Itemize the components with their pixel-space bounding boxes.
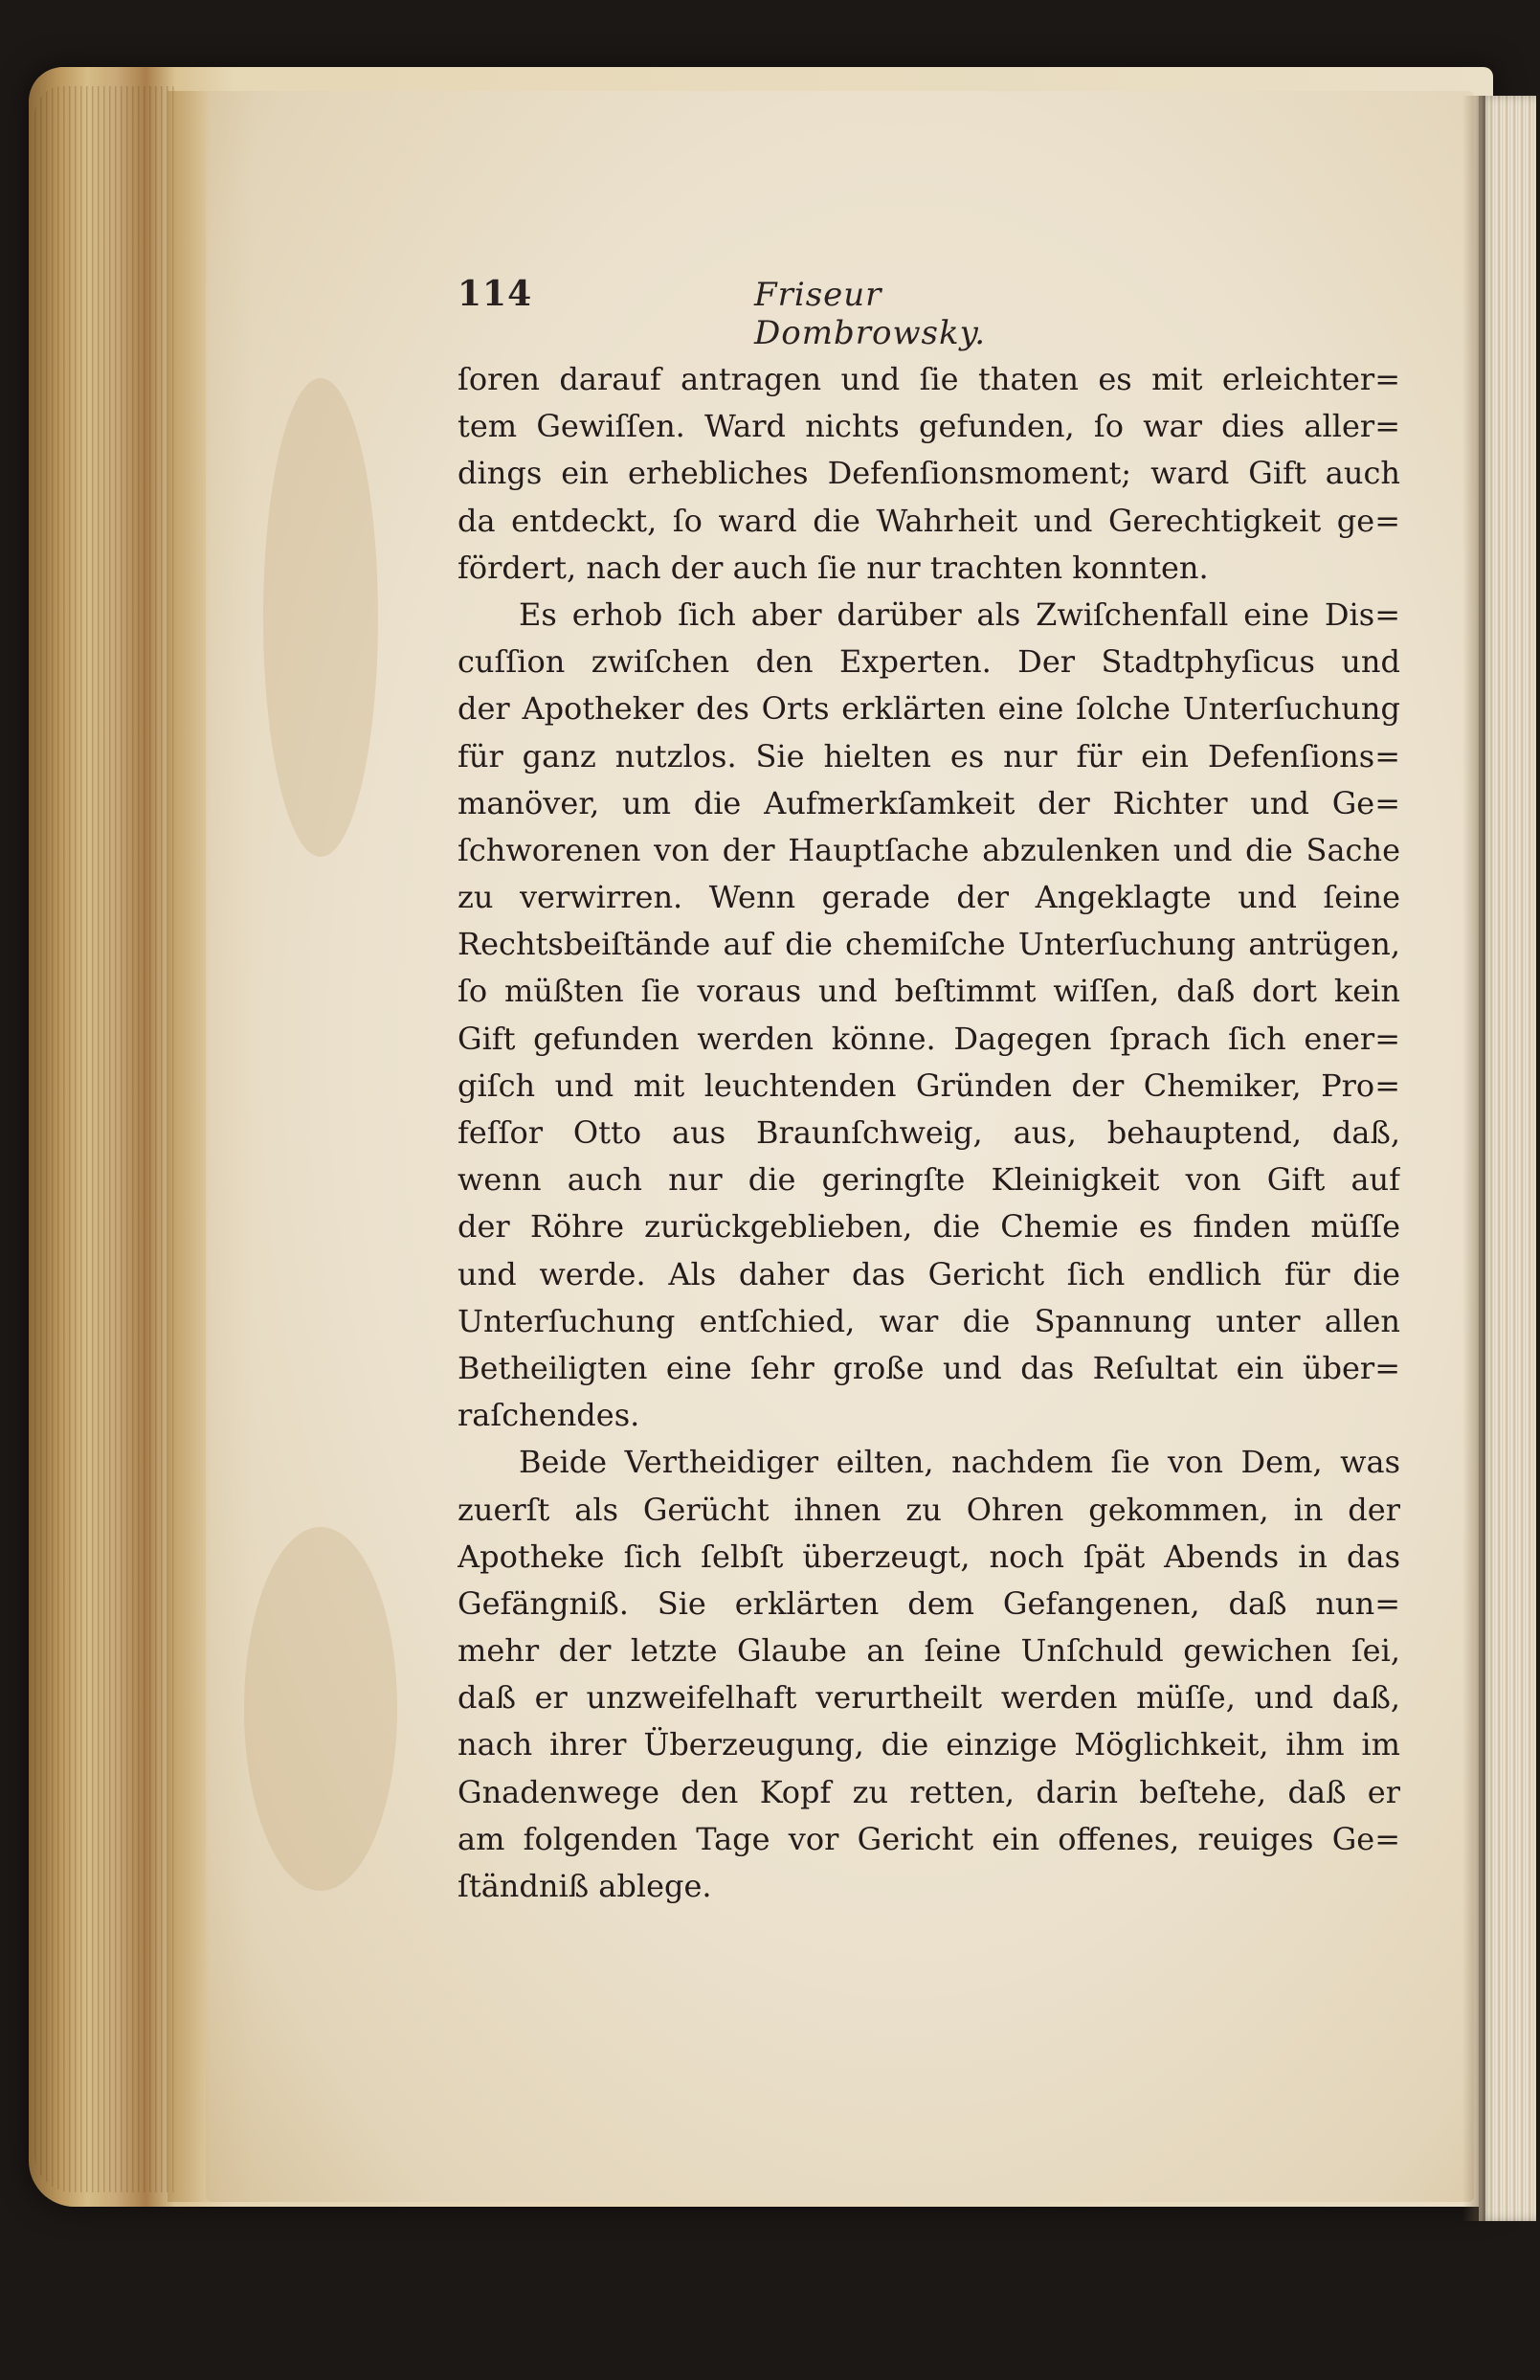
text-line: wenn auch nur die geringſte Kleinigkeit von Gift auf <box>458 1161 1400 1199</box>
running-title: Friseur Dombrowsky. <box>754 276 987 352</box>
page-number: 114 <box>458 274 533 314</box>
text-line: mehr der letzte Glaube an ſeine Unſchuld gewichen ſei, <box>458 1632 1400 1670</box>
text-line: Apotheke ſich ſelbſt überzeugt, noch ſpät Abends in das <box>458 1538 1400 1575</box>
text-line: raſchendes. <box>458 1397 640 1434</box>
text-line: cuſſion zwiſchen den Experten. Der Stadtphyſicus und <box>458 643 1400 681</box>
text-line: nach ihrer Überzeugung, die einzige Möglichkeit, ihm im <box>458 1726 1400 1763</box>
page-header <box>458 274 1108 352</box>
text-line: Betheiligten eine ſehr große und das Reſultat ein über= <box>458 1349 1400 1386</box>
text-line: daß er unzweifelhaft verurtheilt werden müſſe, und daß, <box>458 1679 1400 1717</box>
text-line: Rechtsbeiſtände auf die chemiſche Unterſuchung antrügen, <box>458 926 1400 963</box>
text-line: für ganz nutzlos. Sie hielten es nur für ein Defenſions= <box>458 737 1400 775</box>
text-line: Beide Vertheidiger eilten, nachdem ſie von Dem, was <box>519 1444 1400 1481</box>
text-line: dings ein erhebliches Defenſionsmoment; ward Gift auch <box>458 455 1400 492</box>
facing-page-edges <box>1479 96 1536 2221</box>
text-line: der Röhre zurückgeblieben, die Chemie es finden müſſe <box>458 1208 1400 1246</box>
paper-stain <box>244 1527 397 1891</box>
text-line: ſtändniß ablege. <box>458 1868 712 1904</box>
text-line: fördert, nach der auch ſie nur trachten konnten. <box>458 549 1209 586</box>
text-line: tem Gewiſſen. Ward nichts gefunden, ſo war dies aller= <box>458 408 1400 445</box>
body-text <box>458 356 1400 1910</box>
text-line: zuerſt als Gerücht ihnen zu Ohren gekommen, in der <box>458 1491 1400 1528</box>
book-gutter <box>1462 96 1485 2221</box>
page-stack-edges <box>34 86 178 2192</box>
text-line: am folgenden Tage vor Gericht ein offenes, reuiges Ge= <box>458 1820 1400 1857</box>
text-line: ſoren darauf antragen und ſie thaten es mit erleichter= <box>458 361 1400 397</box>
text-line: und werde. Als daher das Gericht ſich endlich für die <box>458 1255 1400 1292</box>
text-line: manöver, um die Aufmerkſamkeit der Richter und Ge= <box>458 784 1400 821</box>
text-line: Gift gefunden werden könne. Dagegen ſprach ſich ener= <box>458 1020 1400 1057</box>
text-line: zu verwirren. Wenn gerade der Angeklagte und ſeine <box>458 879 1400 916</box>
text-line: feſſor Otto aus Braunſchweig, aus, behauptend, daß, <box>458 1114 1400 1151</box>
text-line: ſchworenen von der Hauptſache abzulenken und die Sache <box>458 831 1400 868</box>
text-line: ſo müßten ſie voraus und beſtimmt wiſſen, daß dort kein <box>458 973 1400 1010</box>
text-line: Gefängniß. Sie erklärten dem Gefangenen, daß nun= <box>458 1584 1400 1622</box>
text-line: Unterſuchung entſchied, war die Spannung unter allen <box>458 1302 1400 1339</box>
text-line: der Apotheker des Orts erklärten eine ſolche Unterſuchung <box>458 690 1400 728</box>
text-line: Es erhob ſich aber darüber als Zwiſchenfall eine Dis= <box>519 595 1400 633</box>
text-line: giſch und mit leuchtenden Gründen der Chemiker, Pro= <box>458 1067 1400 1104</box>
text-line: da entdeckt, ſo ward die Wahrheit und Gerechtigkeit ge= <box>458 502 1400 539</box>
text-line: Gnadenwege den Kopf zu retten, darin beſtehe, daß er <box>458 1773 1400 1810</box>
paper-stain <box>263 378 378 857</box>
